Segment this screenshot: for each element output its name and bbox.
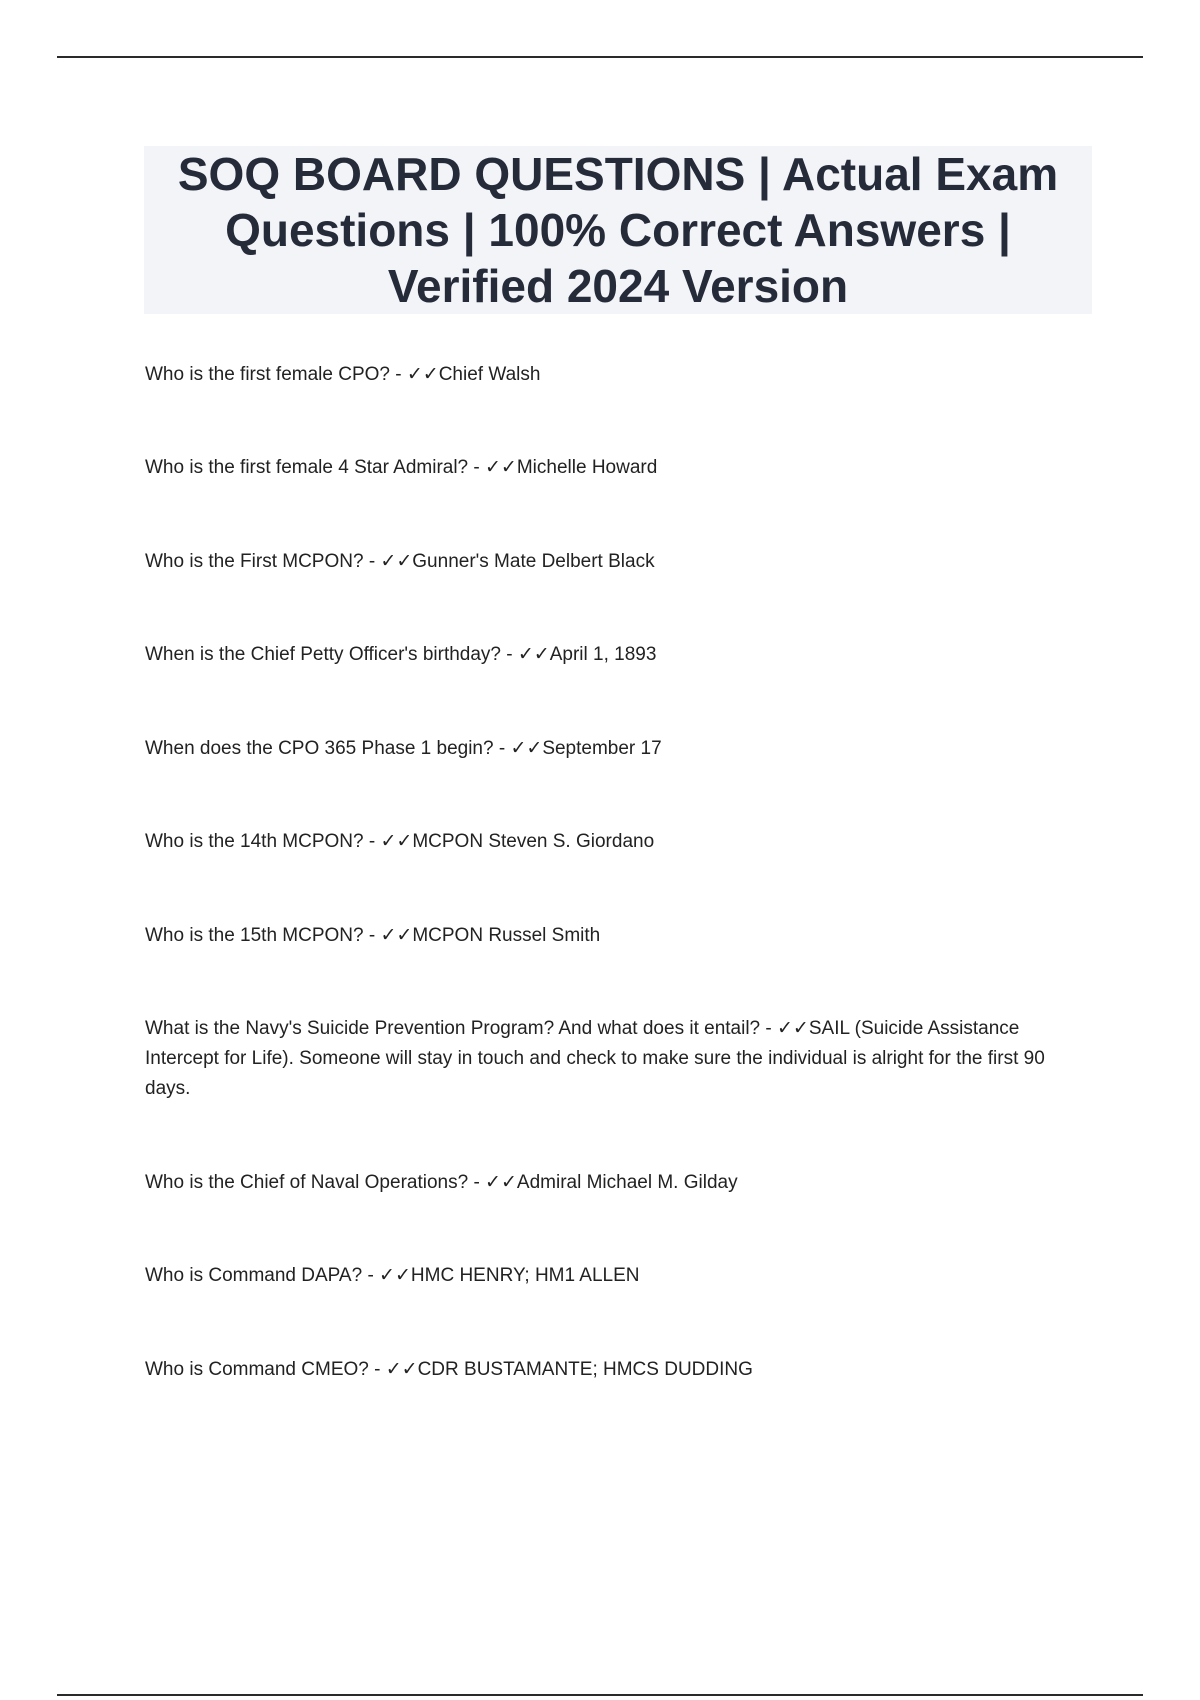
question-text: Who is the First MCPON? bbox=[145, 551, 364, 572]
answer-text: September 17 bbox=[542, 738, 662, 759]
answer-text: HMC HENRY; HM1 ALLEN bbox=[410, 1265, 640, 1286]
answer-text: MCPON Steven S. Giordano bbox=[412, 831, 655, 852]
question-text: Who is the 15th MCPON? bbox=[145, 925, 364, 946]
question-text: Who is Command CMEO? bbox=[145, 1359, 369, 1380]
check-marks: - ✓✓ bbox=[363, 551, 413, 572]
check-marks: - ✓✓ bbox=[493, 738, 543, 759]
question-text: Who is the 14th MCPON? bbox=[145, 831, 364, 852]
question-text: Who is the Chief of Naval Operations? bbox=[145, 1172, 469, 1193]
title-banner bbox=[144, 146, 1092, 314]
answer-text: Admiral Michael M. Gilday bbox=[516, 1172, 738, 1193]
qa-item bbox=[145, 1168, 1095, 1198]
answer-text: April 1, 1893 bbox=[549, 644, 657, 665]
check-marks: - ✓✓ bbox=[362, 1265, 411, 1286]
qa-item bbox=[145, 827, 1095, 857]
bottom-rule bbox=[57, 1694, 1143, 1696]
page-title: SOQ BOARD QUESTIONS | Actual Exam Questions | 100% Correct Answers | Verified 2024 Version bbox=[177, 148, 1059, 312]
answer-text: SAIL (Suicide Assistance Intercept for Life). Someone will stay in touch and check to make sure the individual is alright for the first 90 days. bbox=[145, 1018, 1045, 1099]
qa-item bbox=[145, 921, 1095, 951]
qa-item bbox=[145, 360, 1095, 390]
qa-item bbox=[145, 734, 1095, 764]
check-marks: - ✓✓ bbox=[468, 457, 517, 478]
question-text: When is the Chief Petty Officer's birthday? bbox=[145, 644, 501, 665]
question-text: Who is the first female 4 Star Admiral? bbox=[145, 457, 469, 478]
check-marks: - ✓✓ bbox=[363, 831, 413, 852]
qa-item bbox=[145, 1261, 1095, 1291]
check-marks: - ✓✓ bbox=[760, 1018, 809, 1039]
answer-text: Gunner's Mate Delbert Black bbox=[412, 551, 655, 572]
answer-text: Chief Walsh bbox=[438, 364, 541, 385]
qa-item bbox=[145, 1355, 1095, 1385]
question-text: When does the CPO 365 Phase 1 begin? bbox=[145, 738, 494, 759]
check-marks: - ✓✓ bbox=[368, 1359, 418, 1380]
check-marks: - ✓✓ bbox=[363, 925, 413, 946]
question-text: Who is the first female CPO? bbox=[145, 364, 390, 385]
answer-text: Michelle Howard bbox=[516, 457, 658, 478]
question-text: What is the Navy's Suicide Prevention Program? And what does it entail? bbox=[145, 1018, 761, 1039]
qa-item bbox=[145, 640, 1095, 670]
answer-text: CDR BUSTAMANTE; HMCS DUDDING bbox=[417, 1359, 753, 1380]
qa-item bbox=[145, 453, 1095, 483]
check-marks: - ✓✓ bbox=[501, 644, 550, 665]
top-rule bbox=[57, 56, 1143, 58]
qa-item bbox=[145, 547, 1095, 577]
check-marks: - ✓✓ bbox=[468, 1172, 517, 1193]
answer-text: MCPON Russel Smith bbox=[412, 925, 601, 946]
check-marks: - ✓✓ bbox=[389, 364, 439, 385]
question-text: Who is Command DAPA? bbox=[145, 1265, 363, 1286]
qa-item bbox=[145, 1014, 1095, 1104]
